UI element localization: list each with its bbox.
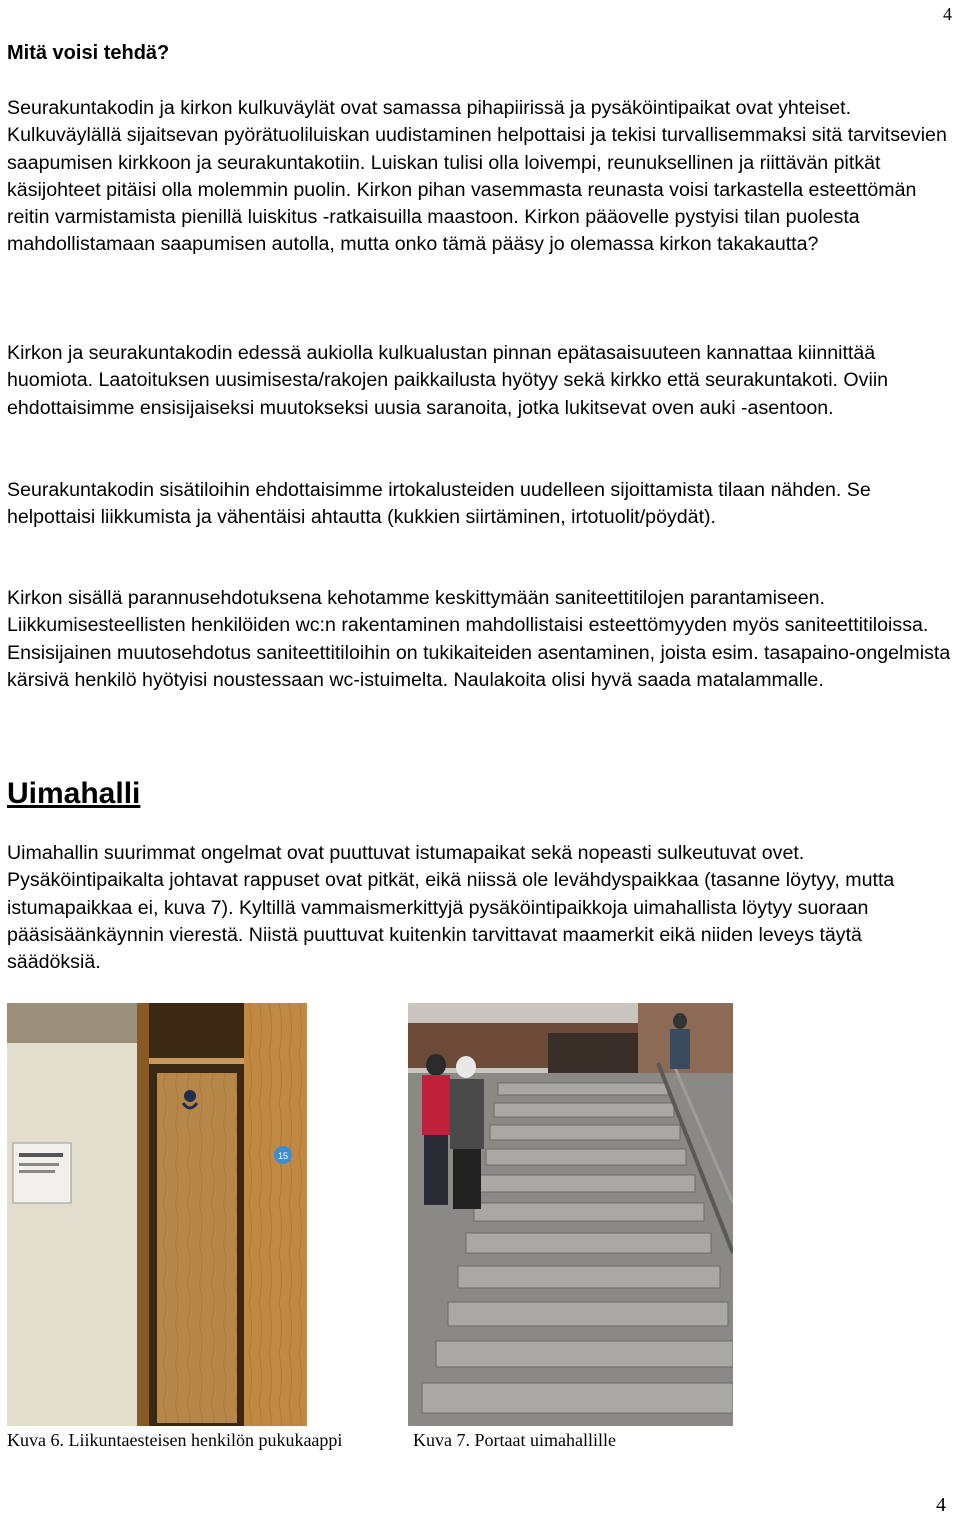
paragraph-2: Kirkon ja seurakuntakodin edessä aukiolla kulkualustan pinnan epätasaisuuteen kannattaa kiinnittää huomiota. Laatoituksen uusimisesta/rakojen paikkailusta hyötyy sekä kirkko että seurakuntakoti. Oviin ehdottaisimme ensisijaiseksi muutokseksi uusia saranoita, jotka lukitsevat oven auki -asentoon.	[7, 342, 889, 419]
paragraph-3: Seurakuntakodin sisätiloihin ehdottaisimme irtokalusteiden uudelleen sijoittamista tilaan nähden. Se helpottaisi liikkumista ja vähentäisi ahtautta (kukkien siirtäminen, irtotuolit/pöydät).	[7, 479, 871, 529]
section-paragraph: Uimahallin suurimmat ongelmat ovat puuttuvat istumapaikat sekä nopeasti sulkeutuvat ovet. Pysäköintipaikalta johtavat rappuset ovat pitkät, eikä niissä ole levähdyspaikkaa (tasanne löytyy, mutta istumapaikkaa ei, kuva 7). Kyltillä vammaismerkittyjä pysäköintipaikkoja uimahallista löytyy suoraan pääsisäänkäynnin vierestä. Niistä puuttuvat kuitenkin tarvittavat maamerkit eikä niiden leveys täytä säädöksiä.	[7, 842, 895, 974]
page-number-bottom: 4	[936, 1494, 946, 1516]
paragraph-1: Seurakuntakodin ja kirkon kulkuväylät ovat samassa pihapiirissä ja pysäköintipaikat ovat yhteiset. Kulkuväylällä sijaitsevan pyörätuoliluiskan uudistaminen helpottaisi ja tekisi turvallisemmaksi sitä tarvitsevien saapumisen kirkkoon ja seurakuntakotiin. Luiskan tulisi olla loivempi, reunuksellinen ja riittävän pitkät käsijohteet pitäisi olla molemmin puolin. Kirkon pihan vasemmasta reunasta voisi tarkastella esteettömän reitin varmistamista pienillä luiskitus -ratkaisuilla maastoon. Kirkon pääovelle pystyisi tilan puolesta mahdollistamaan saapumisen autolla, mutta onko tämä pääsy jo olemassa kirkon takakautta?	[7, 97, 947, 256]
person-red-jacket	[422, 1054, 450, 1205]
stairs-photo	[408, 1003, 733, 1426]
caption-figure-6: Kuva 6. Liikuntaesteisen henkilön pukukaappi	[7, 1430, 343, 1450]
caption-figure-7: Kuva 7. Portaat uimahallille	[413, 1430, 616, 1450]
locker-illustration	[7, 1003, 307, 1426]
page-number-top: 4	[943, 4, 952, 24]
locker-photo	[7, 1003, 307, 1426]
section-title: Uimahalli	[7, 777, 141, 810]
heading: Mitä voisi tehdä?	[7, 42, 170, 64]
stairs-illustration	[408, 1003, 733, 1426]
locker-number: 15	[277, 1151, 289, 1161]
paragraph-4: Kirkon sisällä parannusehdotuksena kehotamme keskittymään saniteettitilojen parantamiseen. Liikkumisesteellisten henkilöiden wc:n rakentaminen mahdollistaisi esteettömyyden myös saniteettitiloissa. Ensisijainen muutosehdotus saniteettitiloihin on tukikaiteiden asentaminen, joista esim. tasapaino-ongelmista kärsivä henkilö hyötyisi noustessaan wc-istuimelta. Naulakoita olisi hyvä saada matalammalle.	[7, 587, 951, 691]
